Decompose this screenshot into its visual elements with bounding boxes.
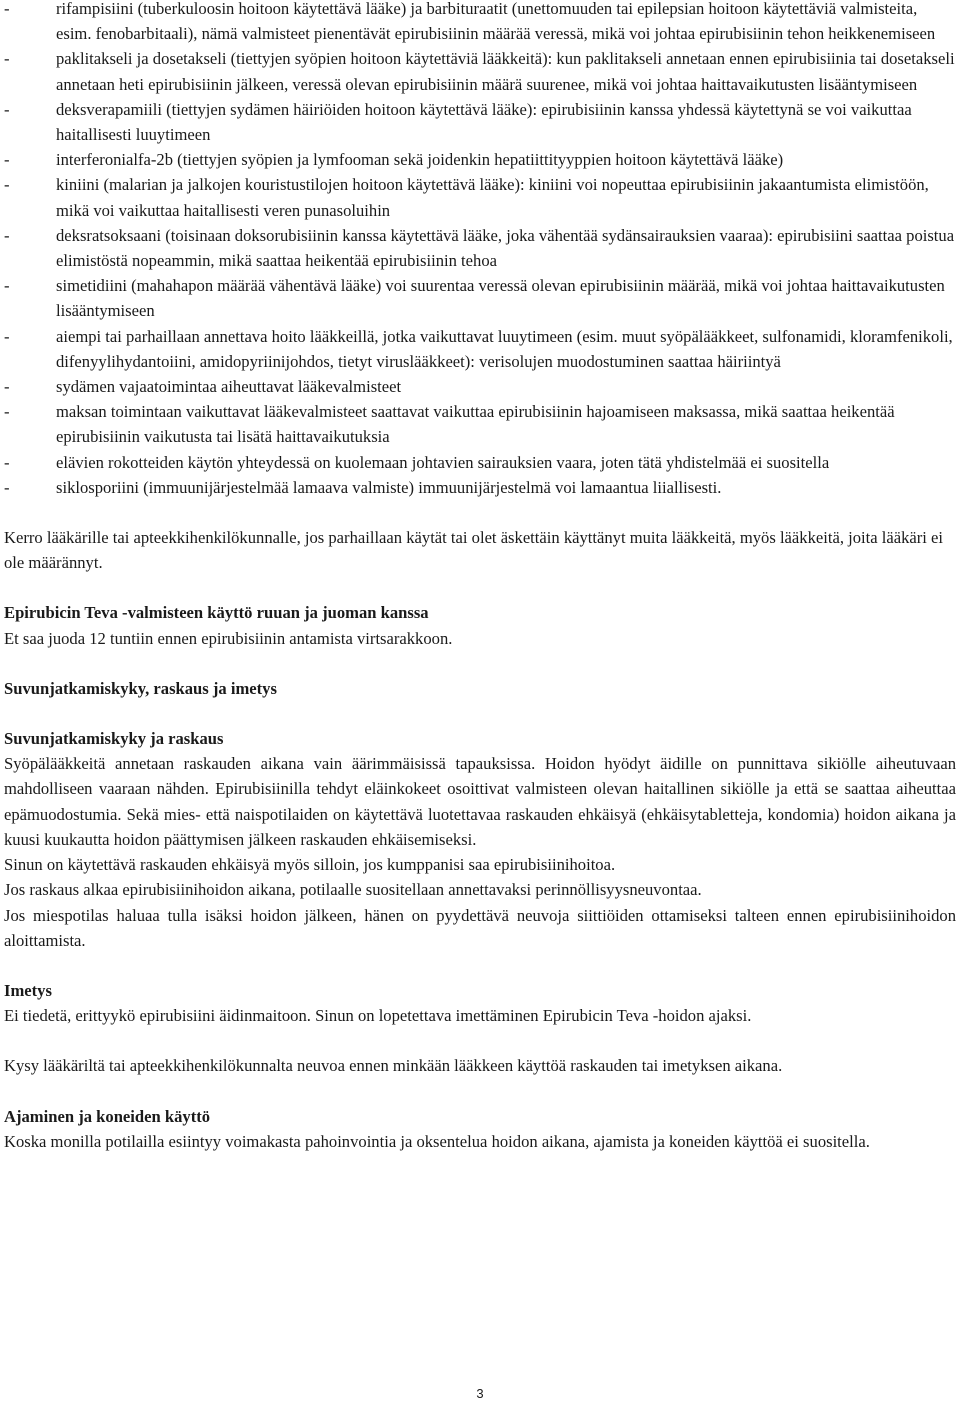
- list-item-text: elävien rokotteiden käytön yhteydessä on kuolemaan johtavien sairauksien vaara, joten tätä yhdistelmää ei suositella: [56, 452, 830, 472]
- list-item: [4, 374, 956, 399]
- spacer: [4, 953, 956, 978]
- contraception-paragraph: Sinun on käytettävä raskauden ehkäisyä myös silloin, jos kumppanisi saa epirubisiinihoitoa.: [4, 855, 616, 875]
- list-item: [4, 399, 956, 449]
- list-item: [4, 223, 956, 273]
- dash-marker: -: [4, 49, 10, 69]
- list-item-text: deksratsoksaani (toisinaan doksorubisiinin kanssa käytettävä lääke, joka vähentää sydänsairauksien vaaraa): epirubisiini saattaa poistua elimistöstä nopeammin, mikä saattaa heikentää epirubisiinin tehoa: [56, 225, 955, 271]
- document-page: [4, 0, 956, 1154]
- breastfeeding-paragraph: Ei tiedetä, erittyykö epirubisiini äidinmaitoon. Sinun on lopetettava imettäminen Epirubicin Teva -hoidon ajaksi.: [4, 1006, 752, 1026]
- breastfeeding-heading: Imetys: [4, 980, 52, 1000]
- dash-marker: -: [4, 326, 10, 346]
- father-paragraph: Jos miespotilas haluaa tulla isäksi hoidon jälkeen, hänen on pyydettävä neuvoja siittiöiden ottamiseksi talteen ennen epirubisiinihoidon aloittamista.: [4, 905, 956, 950]
- tell-doctor-paragraph: Kerro lääkärille tai apteekkihenkilökunnalle, jos parhaillaan käytät tai olet äskettäin käyttänyt muita lääkkeitä, myös lääkkeitä, joita lääkäri ei ole määrännyt.: [4, 528, 944, 573]
- dash-marker: -: [4, 225, 10, 245]
- fertility-paragraph: Syöpälääkkeitä annetaan raskauden aikana vain äärimmäisissä tapauksissa. Hoidon hyödyt äidille on punnittava sikiölle aiheutuvaan mahdolliseen vaaraan nähden. Epirubisiinilla tehdyt eläinkokeet osoittivat valmisteen olevan haitallinen sikiölle ja että se saattaa aiheuttaa epämuodostumia. Sekä mies- että naispotilaiden on käytettävä luotettavaa raskauden ehkäisyä (ehkäisytabletteja, kondomia) hoidon aikana ja kuusi kuukautta hoidon päättymisen jälkeen raskauden ehkäisemiseksi.: [4, 754, 956, 849]
- spacer: [4, 1028, 956, 1053]
- dash-marker: -: [4, 99, 10, 119]
- list-item-text: simetidiini (mahahapon määrää vähentävä lääke) voi suurentaa veressä olevan epirubisiinin määrää, mikä voi johtaa haittavaikutusten lisääntymiseen: [56, 276, 945, 321]
- list-item: [4, 46, 956, 96]
- driving-heading: Ajaminen ja koneiden käyttö: [4, 1106, 211, 1126]
- spacer: [4, 701, 956, 726]
- food-heading: Epirubicin Teva -valmisteen käyttö ruuan ja juoman kanssa: [4, 603, 429, 623]
- fertility-section-heading: Suvunjatkamiskyky, raskaus ja imetys: [4, 678, 277, 698]
- dash-marker: -: [4, 452, 10, 472]
- list-item-text: siklosporiini (immuunijärjestelmää lamaava valmiste) immuunijärjestelmä voi lamaantua liiallisesti.: [56, 477, 722, 497]
- list-item-text: deksverapamiili (tiettyjen sydämen häiriöiden hoitoon käytettävä lääke): epirubisiinin kanssa yhdessä käytettynä se voi vaikuttaa haitallisesti luuytimeen: [56, 99, 912, 145]
- spacer: [4, 500, 956, 525]
- list-item-text: maksan toimintaan vaikuttavat lääkevalmisteet saattavat vaikuttaa epirubisiinin hajoamiseen maksassa, mikä saattaa heikentää epirubisiinin vaikutusta tai lisätä haittavaikutuksia: [56, 402, 895, 447]
- dash-marker: -: [4, 0, 10, 18]
- spacer: [4, 1079, 956, 1104]
- dash-marker: -: [4, 377, 10, 397]
- list-item-text: paklitakseli ja dosetakseli (tiettyjen syöpien hoitoon käytettäviä lääkkeitä): kun paklitakseli annetaan ennen epirubisiinia tai dosetakseli annetaan heti epirubisiinin jälkeen, veressä olevan epirubisiinin määrä suurenee, mikä voi johtaa haittavaikutusten lisääntymiseen: [56, 49, 955, 94]
- dash-marker: -: [4, 175, 10, 195]
- list-item: [4, 172, 956, 222]
- dash-marker: -: [4, 402, 10, 422]
- list-item: [4, 475, 956, 500]
- driving-paragraph: Koska monilla potilailla esiintyy voimakasta pahoinvointia ja oksentelua hoidon aikana, ajamista ja koneiden käyttöä ei suositella.: [4, 1131, 870, 1151]
- list-item: [4, 450, 956, 475]
- list-item: [4, 273, 956, 323]
- spacer: [4, 651, 956, 676]
- list-item-text: kiniini (malarian ja jalkojen kouristustilojen hoitoon käytettävä lääke): kiniini voi nopeuttaa epirubisiinin jakaantumista elimistöön, mikä voi vaikuttaa haitallisesti veren punasoluihin: [56, 175, 929, 220]
- interaction-list: [4, 0, 956, 500]
- list-item: [4, 147, 956, 172]
- list-item: [4, 97, 956, 147]
- dash-marker: -: [4, 477, 10, 497]
- dash-marker: -: [4, 150, 10, 170]
- list-item-text: aiempi tai parhaillaan annettava hoito lääkkeillä, jotka vaikuttavat luuytimeen (esim. muut syöpälääkkeet, sulfonamidi, kloramfenikoli, difenyylihydantoiini, amidopyriinijohdos, tietyt viruslääkkeet): verisolujen muodostuminen saattaa häiriintyä: [56, 326, 953, 371]
- list-item-text: interferonialfa-2b (tiettyjen syöpien ja lymfooman sekä joidenkin hepatiittityyppien hoitoon käytettävä lääke): [56, 150, 784, 170]
- list-item: [4, 0, 956, 46]
- dash-marker: -: [4, 276, 10, 296]
- ask-doctor-paragraph: Kysy lääkäriltä tai apteekkihenkilökunnalta neuvoa ennen minkään lääkkeen käyttöä raskauden tai imetyksen aikana.: [4, 1056, 783, 1076]
- page-number: 3: [476, 1386, 484, 1401]
- fertility-heading: Suvunjatkamiskyky ja raskaus: [4, 729, 224, 749]
- food-paragraph: Et saa juoda 12 tuntiin ennen epirubisiinin antamista virtsarakkoon.: [4, 628, 453, 648]
- list-item: [4, 324, 956, 374]
- pregnancy-paragraph: Jos raskaus alkaa epirubisiinihoidon aikana, potilaalle suositellaan annettavaksi perinnöllisyysneuvontaa.: [4, 880, 702, 900]
- list-item-text: rifampisiini (tuberkuloosin hoitoon käytettävä lääke) ja barbituraatit (unettomuuden tai epilepsian hoitoon käytettäviä valmisteita, esim. fenobarbitaali), nämä valmisteet pienentävät epirubisiinin määrää veressä, mikä voi johtaa epirubisiinin tehon heikkenemiseen: [56, 0, 936, 44]
- list-item-text: sydämen vajaatoimintaa aiheuttavat lääkevalmisteet: [56, 377, 402, 397]
- spacer: [4, 575, 956, 600]
